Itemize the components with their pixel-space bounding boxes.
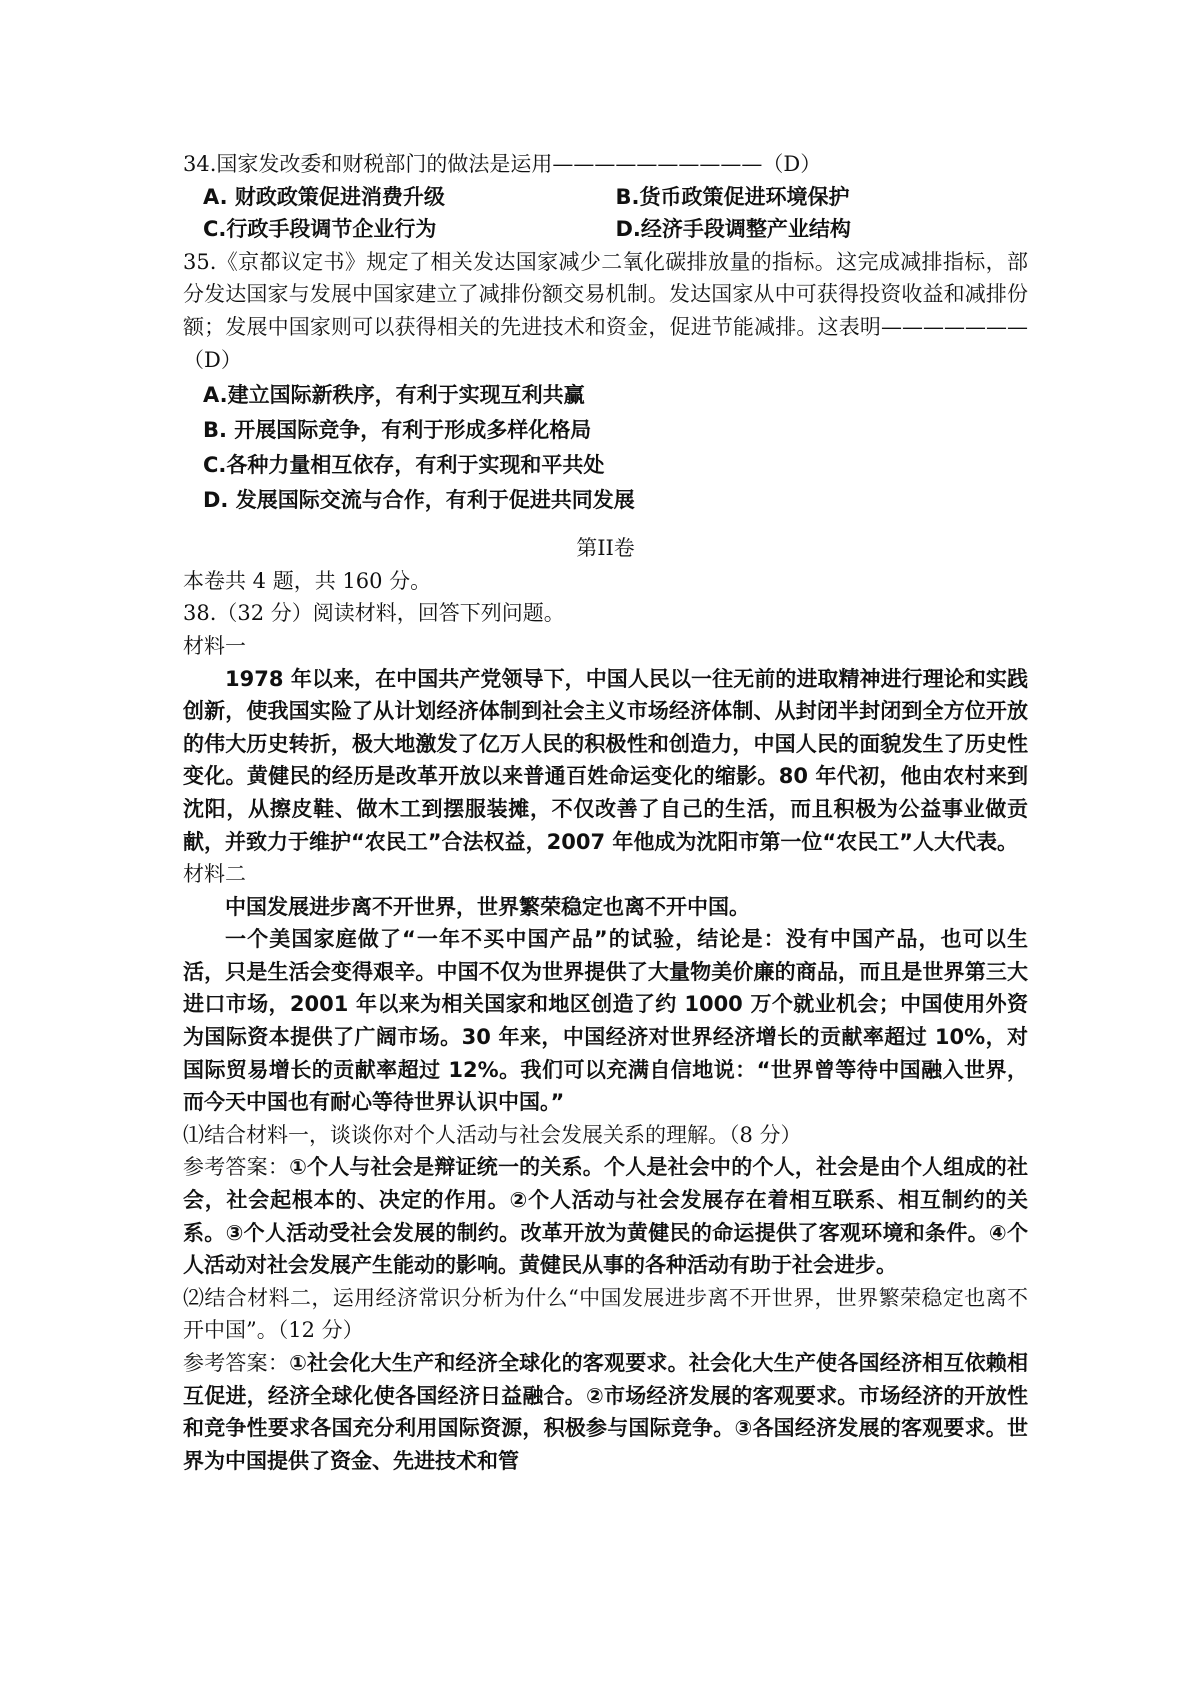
section-title: 第II卷 [576,536,635,561]
q34-option-d: D.经济手段调整产业结构 [615,217,851,242]
answer-label-2: 参考答案： [183,1351,290,1375]
q35-option-d: D. 发展国际交流与合作，有利于促进共同发展 [203,488,635,513]
sub-question-2: ⑵结合材料二，运用经济常识分析为什么“中国发展进步离不开世界，世界繁荣稳定也离不开中国”。（12 分） [183,1285,1028,1343]
sub-answer-2 [183,1347,1028,1477]
q34-options-row-2 [183,213,1028,246]
answer-text-2: ①社会化大生产和经济全球化的客观要求。社会化大生产使各国经济相互依赖相互促进，经济全球化使各国经济日益融合。②市场经济发展的客观要求。市场经济的开放性和竞争性要求各国充分利用国际资源，积极参与国际竞争。③各国经济发展的客观要求。世界为中国提供了资金、先进技术和管 [183,1351,1029,1473]
material-1-text: 1978 年以来，在中国共产党领导下，中国人民以一往无前的进取精神进行理论和实践创新，使我国实险了从计划经济体制到社会主义市场经济体制、从封闭半封闭到全方位开放的伟大历史转折，极大地激发了亿万人民的积极性和创造力，中国人民的面貌发生了历史性变化。黄健民的经历是改革开放以来普通百姓命运变化的缩影。80 年代初，他由农村来到沈阳，从擦皮鞋、做木工到摆服装摊，不仅改善了自己的生活，而且积极为公益事业做贡献，并致力于维护“农民工”合法权益，2007 年他成为沈阳市第一位“农民工”人大代表。 [183,666,1028,854]
question-35 [183,246,1028,516]
answer-text-1: ①个人与社会是辩证统一的关系。个人是社会中的个人，社会是由个人组成的社会，社会起根本的、决定的作用。②个人活动与社会发展存在着相互联系、相互制约的关系。③个人活动受社会发展的制约。改革开放为黄健民的命运提供了客观环境和条件。④个人活动对社会发展产生能动的影响。黄健民从事的各种活动有助于社会进步。 [183,1155,1029,1278]
q34-options-row-1 [183,181,1028,214]
q34-option-a: A. 财政政策促进消费升级 [203,184,445,209]
material-2-paragraph-1: 中国发展进步离不开世界，世界繁荣稳定也离不开中国。 [225,894,750,919]
q34-option-c: C.行政手段调节企业行为 [203,217,437,242]
q35-option-b: B. 开展国际竞争，有利于形成多样化格局 [203,418,592,443]
q34-option-b: B.货币政策促进环境保护 [615,184,850,209]
section-intro: 本卷共 4 题，共 160 分。 [183,568,432,593]
material-2-label: 材料二 [183,862,246,887]
exam-page [183,148,1028,1477]
answer-label-1: 参考答案： [183,1155,290,1180]
sub-answer-1 [183,1151,1028,1281]
material-2-paragraph-2: 一个美国家庭做了“一年不买中国产品”的试验，结论是：没有中国产品，也可以生活，只是生活会变得艰辛。中国不仅为世界提供了大量物美价廉的商品，而且是世界第三大进口市场，2001 年以来为相关国家和地区创造了约 1000 万个就业机会；中国使用外资为国际资本提供了广阔市场。30 年来，中国经济对世界经济增长的贡献率超过 10%，对国际贸易增长的贡献率超过 12%。我们可以充满自信地说：“世界曾等待中国融入世界，而今天中国也有耐心等待世界认识中国。” [183,927,1028,1115]
material-1-label: 材料一 [183,633,246,658]
question-34 [183,148,1028,246]
q35-stem: 35.《京都议定书》规定了相关发达国家减少二氧化碳排放量的指标。这完成减排指标，部分发达国家与发展中国家建立了减排份额交易机制。发达国家从中可获得投资收益和减排份额；发展中国家则可以获得相关的先进技术和资金，促进节能减排。这表明———————（D） [183,249,1028,372]
sub-question-1: ⑴结合材料一，谈谈你对个人活动与社会发展关系的理解。（8 分） [183,1122,802,1147]
q35-option-c: C.各种力量相互依存，有利于实现和平共处 [203,453,605,478]
q38-stem: 38.（32 分）阅读材料，回答下列问题。 [183,601,565,626]
q35-option-a: A.建立国际新秩序，有利于实现互利共赢 [203,383,585,408]
section-2 [183,532,1028,1477]
q34-stem: 34.国家发改委和财税部门的做法是运用——————————（D） [183,152,822,176]
